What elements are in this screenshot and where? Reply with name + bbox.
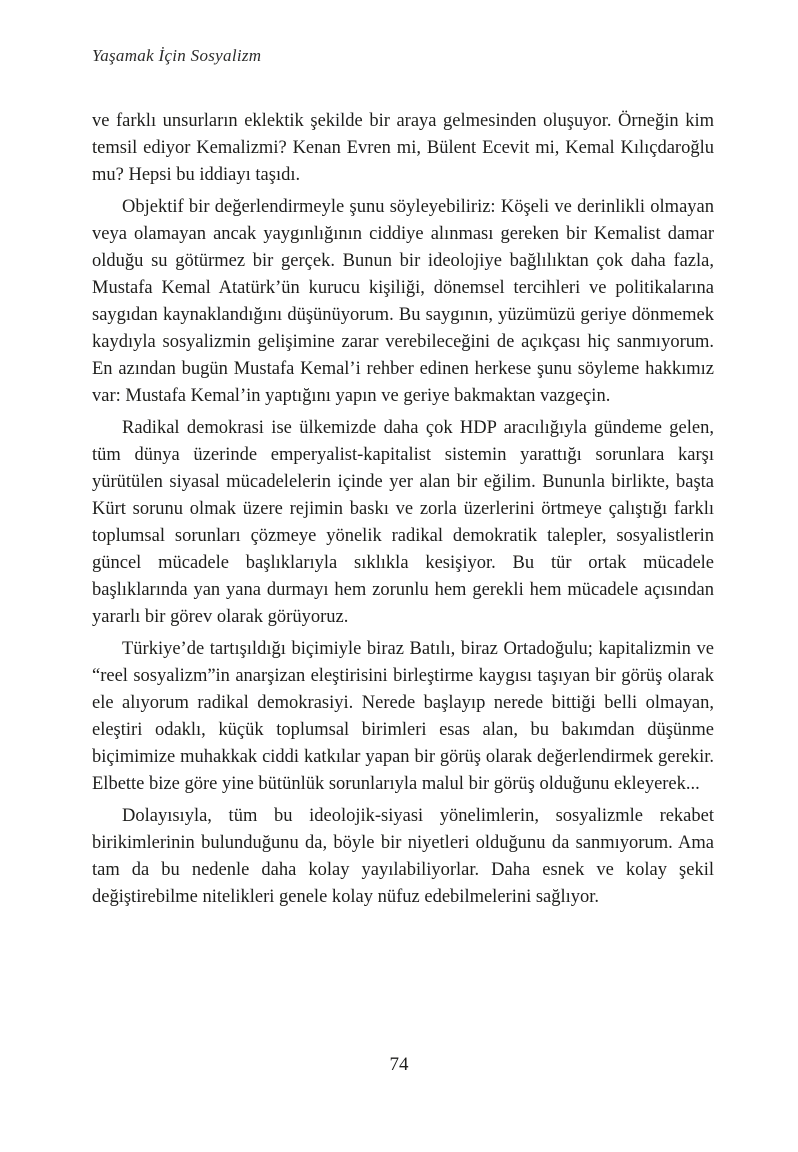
running-header: Yaşamak İçin Sosyalizm	[92, 46, 262, 65]
body-paragraph: Dolayısıyla, tüm bu ideolojik-siyasi yönelimlerin, sosyalizmle rekabet birikimlerinin bulunduğunu da, böyle bir niyetleri olduğunu da sanmıyorum. Ama tam da bu nedenle daha kolay yayılabiliyorlar. Daha esnek ve kolay şekil değiştirebilme nitelikleri genele kolay nüfuz edebilmelerini sağlıyor.	[92, 806, 714, 907]
body-text	[92, 108, 714, 916]
body-paragraph: Türkiye’de tartışıldığı biçimiyle biraz Batılı, biraz Ortadoğulu; kapitalizmin ve “reel sosyalizm”in anarşizan eleştirisini birleştirme kaygısı taşıyan bir görüş olarak ele alıyorum radikal demokrasiyi. Nerede başlayıp nerede bittiği belli olmayan, eleştiri odaklı, küçük toplumsal birimleri esas alan, bu bakımdan düşünme biçimimize muhakkak ciddi katkılar yapan bir görüş olarak değerlendirmek gerekir. Elbette bize göre yine bütünlük sorunlarıyla malul bir görüş olduğunu ekleyerek...	[92, 639, 714, 794]
body-paragraph: ve farklı unsurların eklektik şekilde bir araya gelmesinden oluşuyor. Örneğin kim temsil ediyor Kemalizmi? Kenan Evren mi, Bülent Ecevit mi, Kemal Kılıçdaroğlu mu? Hepsi bu iddiayı taşıdı.	[92, 111, 714, 185]
body-paragraph: Objektif bir değerlendirmeyle şunu söyleyebiliriz: Köşeli ve derinlikli olmayan veya olamayan ancak yaygınlığının ciddiye alınması gereken bir Kemalist damar olduğu su götürmez bir gerçek. Bunun bir ideolojiye bağlılıktan çok daha fazla, Mustafa Kemal Atatürk’ün kurucu kişiliği, dönemsel tercihleri ve politikalarına saygıdan kaynaklandığını düşünüyorum. Bu saygının, yüzümüzü geriye dönmemek kaydıyla sosyalizmin gelişimine zarar verebileceğini de açıkçası hiç sanmıyorum. En azından bugün Mustafa Kemal’i rehber edinen herkese şunu söyleme hakkımız var: Mustafa Kemal’in yaptığını yapın ve geriye bakmaktan vazgeçin.	[92, 197, 714, 406]
page-number: 74	[389, 1054, 409, 1075]
body-paragraph: Radikal demokrasi ise ülkemizde daha çok HDP aracılığıyla gündeme gelen, tüm dünya üzerinde emperyalist-kapitalist sistemin yarattığı sorunlara karşı yürütülen siyasal mücadelelerin içinde yer alan bir eğilim. Bununla birlikte, başta Kürt sorunu olmak üzere rejimin baskı ve zorla üzerlerini örtmeye çalıştığı farklı toplumsal sorunları çözmeye yönelik radikal demokratik talepler, sosyalistlerin güncel mücadele başlıklarıyla sıklıkla kesişiyor. Bu tür ortak mücadele başlıklarında yan yana durmayı hem zorunlu hem gerekli hem mücadele açısından yararlı bir görev olarak görüyoruz.	[92, 418, 714, 627]
